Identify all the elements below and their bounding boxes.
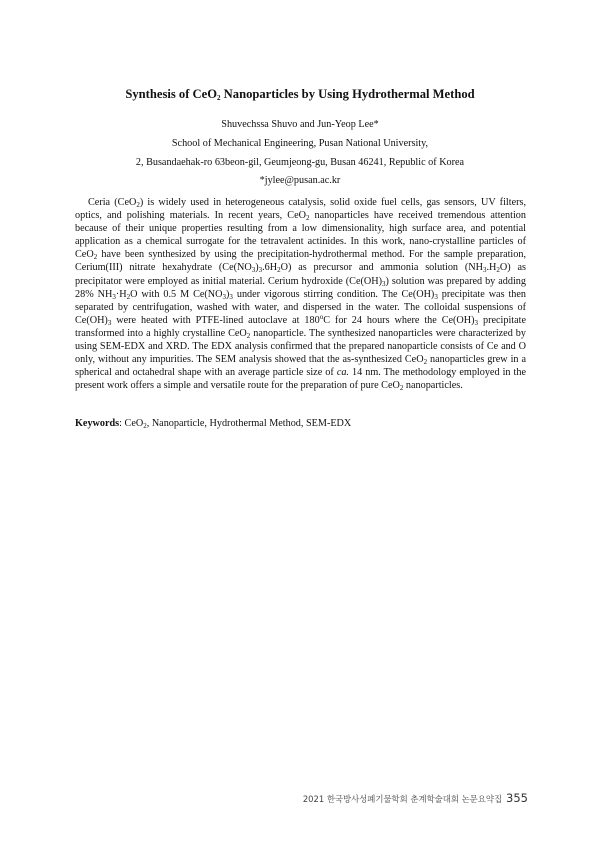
page-number: 355 (506, 791, 528, 805)
page-footer (303, 791, 528, 805)
paper-title: Synthesis of CeO$_2$ Nanoparticles by Using Hydrothermal Method (125, 87, 475, 102)
proceedings-title: 2021 한국방사성폐기물학회 춘계학술대회 논문요약집 (302, 794, 503, 804)
corresponding-email: *jylee@pusan.ac.kr (259, 175, 341, 186)
abstract-paragraph: Ceria (CeO$_2$) is widely used in heterogeneous catalysis, solid oxide fuel cells, gas sensors, UV filters, optics, and polishing materials. In recent years, CeO$_2$ nanoparticles have received tremendous attention because of their unique properties resulting from a low dimensionality, high surface area, and potential application as a chemical surrogate for the tetravalent actinides. In this work, nano-crystalline particles of CeO$_2$ have been synthesized by using the precipitation-hydrothermal method. For the sample preparation, Cerium(III) nitrate hexahydrate $(Ce(NO_3)_3.6H_2O)$ as precursor and ammonia solution $(NH_3.H_2O)$ as precipitator were employed as initial material. Cerium hydroxide $(Ce(OH)_3)$ solution was prepared by adding 28% $NH_3\cdot H_2O$ with 0.5 M $Ce(NO_3)_3$ under vigorous stirring condition. The $Ce(OH)_3$ precipitate was then separated by centrifugation, washed with water, and dispersed in the water. The colloidal suspensions of $Ce(OH)_3$ were heated with PTFE-lined autoclave at 180$^o$C for 24 hours where the $Ce(OH)_3$ precipitate transformed into a highly crystalline CeO$_2$ nanoparticle. The synthesized nanoparticles were characterized by using SEM-EDX and XRD. The EDX analysis confirmed that the prepared nanoparticle consists of Ce and O only, without any impurities. The SEM analysis showed that the as-synthesized CeO$_2$ nanoparticles grew in a spherical and octahedral shape with an average particle size of ca. 14 nm. The methodology employed in the present work offers a simple and versatile route for the preparation of pure CeO$_2$ nanoparticles. (75, 197, 527, 393)
affiliation-line-2: 2, Busandaehak-ro 63beon-gil, Geumjeong-gu, Busan 46241, Republic of Korea (135, 157, 465, 168)
keywords-line: Keywords: CeO$_2$, Nanoparticle, Hydrothermal Method, SEM-EDX (75, 418, 352, 430)
keywords-label: Keywords (75, 418, 120, 429)
affiliation-line-1: School of Mechanical Engineering, Pusan National University, (171, 138, 429, 149)
author-list: Shuvechssa Shuvo and Jun-Yeop Lee* (221, 119, 379, 130)
